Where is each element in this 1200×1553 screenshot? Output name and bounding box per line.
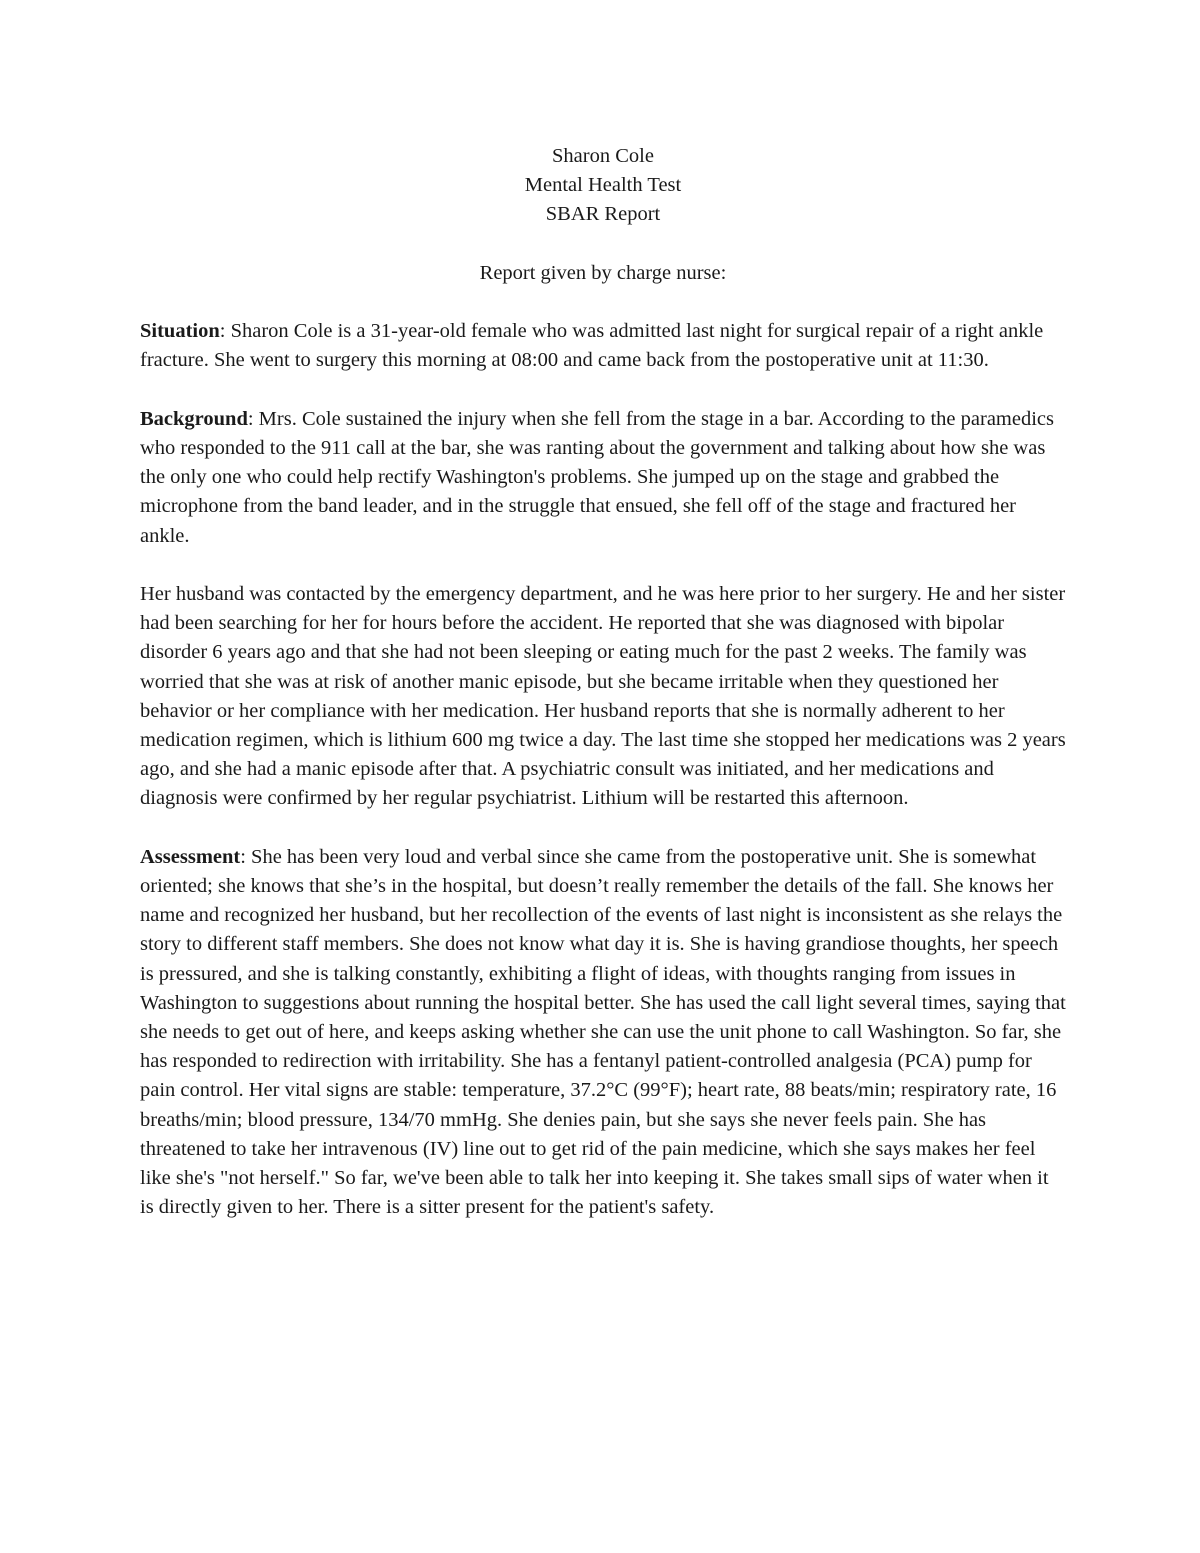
document-header (140, 142, 1066, 288)
background-label: Background (140, 407, 248, 430)
assessment-paragraph (140, 843, 1066, 1223)
report-title: SBAR Report (545, 203, 661, 226)
assessment-label: Assessment (140, 845, 241, 868)
background-text: : Mrs. Cole sustained the injury when she fell from the stage in a bar. According to the paramedics who responded to the 911 call at the bar, she was ranting about the government and talking about how she was the only one who could help rectify Washington's problems. She jumped up on the stage and grabbed the microphone from the band leader, and in the struggle that ensued, she fell off of the stage and fractured her ankle. (140, 407, 1054, 547)
document-content (140, 142, 1066, 1222)
situation-label: Situation (140, 320, 220, 343)
background-continued-paragraph (140, 580, 1066, 814)
test-title: Mental Health Test (524, 174, 682, 197)
situation-text: : Sharon Cole is a 31-year-old female who was admitted last night for surgical repair of a right ankle fracture. She went to surgery this morning at 08:00 and came back from the postoperative unit at 11:30. (140, 320, 1044, 372)
background-paragraph (140, 405, 1066, 551)
background-continued-text: Her husband was contacted by the emergency department, and he was here prior to her surgery. He and her sister had been searching for her for hours before the accident. He reported that she was diagnosed with bipolar disorder 6 years ago and that she had not been sleeping or eating much for the past 2 weeks. The family was worried that she was at risk of another manic episode, but she became irritable when they questioned her behavior or her compliance with her medication. Her husband reports that she is normally adherent to her medication regimen, which is lithium 600 mg twice a day. The last time she stopped her medications was 2 years ago, and she had a manic episode after that. A psychiatric consult was initiated, and her medications and diagnosis were confirmed by her regular psychiatrist. Lithium will be restarted this afternoon. (140, 582, 1066, 810)
situation-paragraph (140, 317, 1066, 375)
report-given-by: Report given by charge nurse: (479, 261, 727, 284)
patient-name: Sharon Cole (552, 145, 654, 167)
assessment-text: : She has been very loud and verbal since she came from the postoperative unit. She is somewhat oriented; she knows that she’s in the hospital, but doesn’t really remember the details of the fall. She knows her name and recognized her husband, but her recollection of the events of last night is inconsistent as she relays the story to different staff members. She does not know what day it is. She is having grandiose thoughts, her speech is pressured, and she is talking constantly, exhibiting a flight of ideas, with thoughts ranging from issues in Washington to suggestions about running the hospital better. She has used the call light several times, saying that she needs to get out of here, and keeps asking whether she can use the unit phone to call Washington. So far, she has responded to redirection with irritability. She has a fentanyl patient-controlled analgesia (PCA) pump for pain control. Her vital signs are stable: temperature, 37.2°C (99°F); heart rate, 88 beats/min; respiratory rate, 16 breaths/min; blood pressure, 134/70 mmHg. She denies pain, but she says she never feels pain. She has threatened to take her intravenous (IV) line out to get rid of the pain medicine, which she says makes her feel like she's "not herself." So far, we've been able to talk her into keeping it. She takes small sips of water when it is directly given to her. There is a sitter present for the patient's safety. (140, 845, 1066, 1219)
